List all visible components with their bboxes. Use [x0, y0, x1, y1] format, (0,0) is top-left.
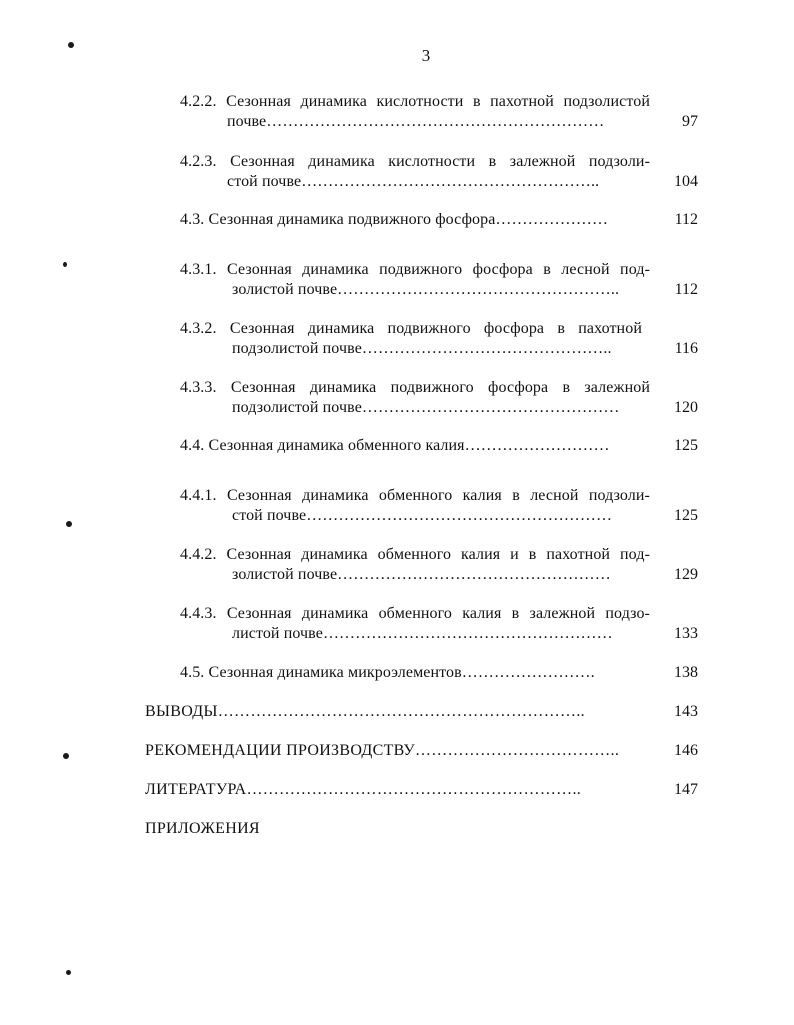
toc-page-number: 129 [674, 566, 698, 583]
toc-entry-4-4-1-line2: стой почве………………………………………………… [232, 507, 613, 524]
toc-entry-4-2-3-line2: стой почве……………………………………………….. [227, 173, 600, 190]
toc-entry-4-4-2-line1: 4.4.2. Сезонная динамика обменного калия и в пахотной под- [180, 546, 650, 563]
toc-page-number: 112 [674, 211, 698, 228]
toc-entry-4-3-2-line2: подзолистой почве……………………………………….. [232, 340, 612, 357]
toc-entry-4-3-1-line2: золистой почве…………………………………………….. [232, 281, 620, 298]
toc-page-number: 143 [674, 703, 698, 720]
scan-speck [66, 970, 71, 975]
toc-entry-4-4-1-line1: 4.4.1. Сезонная динамика обменного калия в лесной подзоли- [180, 487, 650, 504]
toc-entry-4-4: 4.4. Сезонная динамика обменного калия……………………… [180, 437, 610, 454]
section-conclusions: ВЫВОДЫ………………………………………………………….. [145, 703, 585, 720]
toc-entry-4-4-3-line1: 4.4.3. Сезонная динамика обменного калия в залежной подзо- [180, 605, 650, 622]
toc-entry-4-2-2-line2: почве……………………………………………………… [227, 113, 605, 130]
toc-entry-4-2-2-line1: 4.2.2. Сезонная динамика кислотности в пахотной подзолистой [180, 93, 650, 110]
toc-entry-4-3-3-line2: подзолистой почве………………………………………… [232, 399, 620, 416]
toc-entry-4-3-1-line1: 4.3.1. Сезонная динамика подвижного фосфора в лесной под- [180, 261, 650, 278]
toc-page-number: 146 [674, 742, 698, 759]
toc-entry-4-4-2-line2: золистой почве…………………………………………… [232, 566, 611, 583]
toc-page-number: 116 [674, 340, 698, 357]
page-number: 3 [421, 46, 431, 65]
toc-page-number: 138 [674, 664, 698, 681]
section-literature: ЛИТЕРАТУРА…………………………………………………….. [145, 781, 582, 798]
scan-speck [63, 753, 69, 759]
section-recommendations: РЕКОМЕНДАЦИИ ПРОИЗВОДСТВУ……………………………….. [145, 742, 620, 759]
toc-page-number: 104 [674, 173, 698, 190]
toc-entry-4-4-3-line2: листой почве……………………………………………… [232, 625, 613, 642]
toc-entry-4-3: 4.3. Сезонная динамика подвижного фосфора………………… [180, 211, 609, 228]
toc-page-number: 97 [682, 113, 698, 130]
scan-speck [68, 42, 74, 48]
toc-page-number: 125 [674, 437, 698, 454]
toc-page-number: 112 [674, 281, 698, 298]
toc-entry-4-3-2-line1: 4.3.2. Сезонная динамика подвижного фосфора в пахотной [180, 320, 642, 337]
toc-entry-4-5: 4.5. Сезонная динамика микроэлементов……………………. [180, 664, 595, 681]
scan-speck [66, 521, 72, 527]
toc-page-number: 147 [674, 781, 698, 798]
section-appendices: ПРИЛОЖЕНИЯ [145, 820, 260, 837]
toc-entry-4-3-3-line1: 4.3.3. Сезонная динамика подвижного фосфора в залежной [180, 379, 650, 396]
scan-speck [63, 262, 67, 267]
toc-entry-4-2-3-line1: 4.2.3. Сезонная динамика кислотности в залежной подзоли- [180, 153, 650, 170]
toc-page-number: 125 [674, 507, 698, 524]
toc-page-number: 120 [674, 399, 698, 416]
toc-page-number: 133 [674, 625, 698, 642]
